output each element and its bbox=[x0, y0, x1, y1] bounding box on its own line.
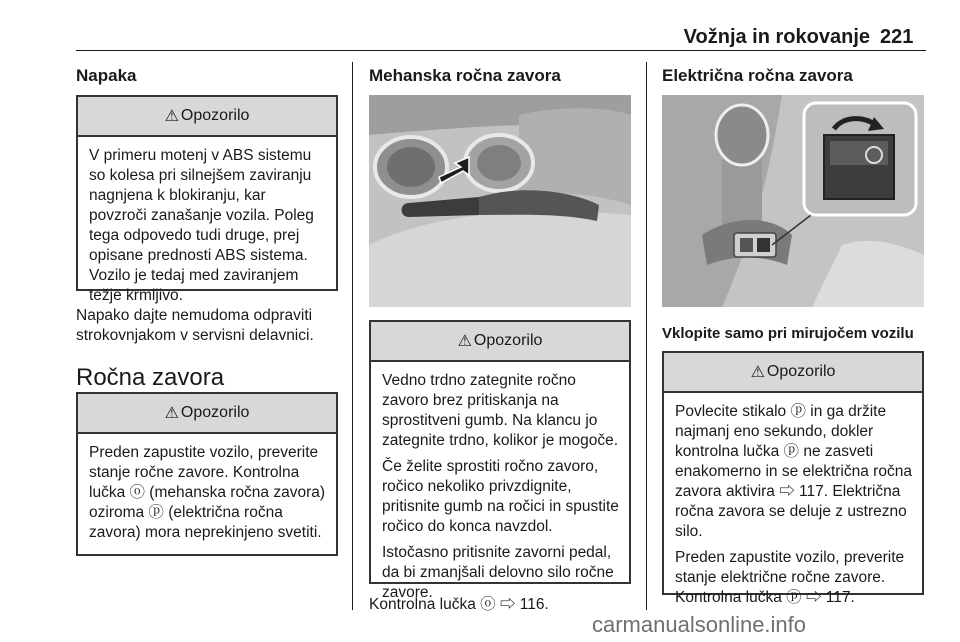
handbrake-illustration-svg bbox=[369, 95, 631, 307]
warning-header bbox=[371, 322, 629, 362]
column-divider-2 bbox=[646, 62, 647, 610]
warning-label: Opozorilo bbox=[766, 363, 836, 380]
page-number: 221 bbox=[880, 26, 914, 48]
section-title-rocna-zavora: Ročna zavora bbox=[76, 364, 225, 391]
warning-header bbox=[664, 353, 922, 393]
warning-box-parking-brake bbox=[76, 392, 338, 556]
section-title-electric: Električna ročna zavora bbox=[662, 66, 853, 85]
warning-paragraph-2: Preden zapustite vozilo, preverite stanje električne ročne zavore. Kontrolna lučka ⓟ ⇨ 117. bbox=[675, 549, 905, 606]
warning-box-mechanical bbox=[369, 320, 631, 601]
section-title-napaka: Napaka bbox=[76, 66, 137, 85]
warning-triangle-icon: ⚠ bbox=[164, 108, 179, 125]
warning-triangle-icon: ⚠ bbox=[457, 333, 472, 350]
warning-paragraph: V primeru motenj v ABS sistemu so kolesa pri silnejšem zaviranju nagnjena k blokiranju, kar povzroči zanašanje vozila. Poleg tega odpovedo tudi druge, prej opisane prednosti ABS sistema. Vozilo je tedaj med zaviranjem težje krmljivo. bbox=[89, 147, 314, 304]
warning-paragraph-1: Vedno trdno zategnite ročno zavoro brez pritiskanja na sprostitveni gumb. Na klancu jo zategnite trdno, kolikor je mogoče. bbox=[382, 372, 619, 449]
warning-text bbox=[664, 393, 922, 608]
warning-paragraph-1: Povlecite stikalo ⓟ in ga držite najmanj eno sekundo, dokler kontrolna lučka ⓟ ne zasveti enakomerno in se električna ročna zavora aktivira ⇨ 117. Električna ročna zavora se deluje z ustrezno silo. bbox=[675, 403, 912, 540]
warning-label: Opozorilo bbox=[180, 404, 250, 421]
electric-brake-illustration-svg bbox=[662, 95, 924, 307]
warning-header bbox=[78, 394, 336, 434]
column-divider-1 bbox=[352, 62, 353, 610]
illustration-mechanical-handbrake bbox=[369, 95, 631, 307]
warning-box-electric bbox=[662, 351, 924, 606]
warning-triangle-icon: ⚠ bbox=[164, 405, 179, 422]
header-rule bbox=[76, 50, 926, 51]
illustration-electric-parking-brake bbox=[662, 95, 924, 307]
warning-header bbox=[78, 97, 336, 137]
warning-text bbox=[78, 137, 336, 306]
subtitle-vehicle-stationary: Vklopite samo pri mirujočem vozilu bbox=[662, 325, 914, 342]
warning-label: Opozorilo bbox=[180, 107, 250, 124]
warning-box-abs bbox=[76, 95, 338, 304]
warning-text bbox=[371, 362, 629, 603]
section-title-mechanical: Mehanska ročna zavora bbox=[369, 66, 561, 85]
warning-triangle-icon: ⚠ bbox=[750, 364, 765, 381]
warning-paragraph: Preden zapustite vozilo, preverite stanje ročne zavore. Kontrolna lučka ⓞ (mehanska ročna zavora) oziroma ⓟ (električna ročna zavora) mora neprekinjeno svetiti. bbox=[89, 444, 326, 541]
warning-paragraph-3: Istočasno pritisnite zavorni pedal, da bi zmanjšali delovno silo ročne zavore. bbox=[382, 544, 614, 601]
indicator-reference: Kontrolna lučka ⓞ ⇨ 116. bbox=[369, 596, 549, 613]
running-header-title: Vožnja in rokovanje bbox=[683, 26, 870, 48]
watermark: carmanualsonline.info bbox=[592, 612, 807, 637]
warning-label: Opozorilo bbox=[473, 332, 543, 349]
warning-paragraph-2: Če želite sprostiti ročno zavoro, ročico nekoliko privzdignite, pritisnite gumb na ročici in spustite ročico do konca navzdol. bbox=[382, 458, 619, 535]
warning-text bbox=[78, 434, 336, 543]
paragraph-repair: Napako dajte nemudoma odpraviti strokovnjakom v servisni delavnici. bbox=[76, 307, 314, 344]
